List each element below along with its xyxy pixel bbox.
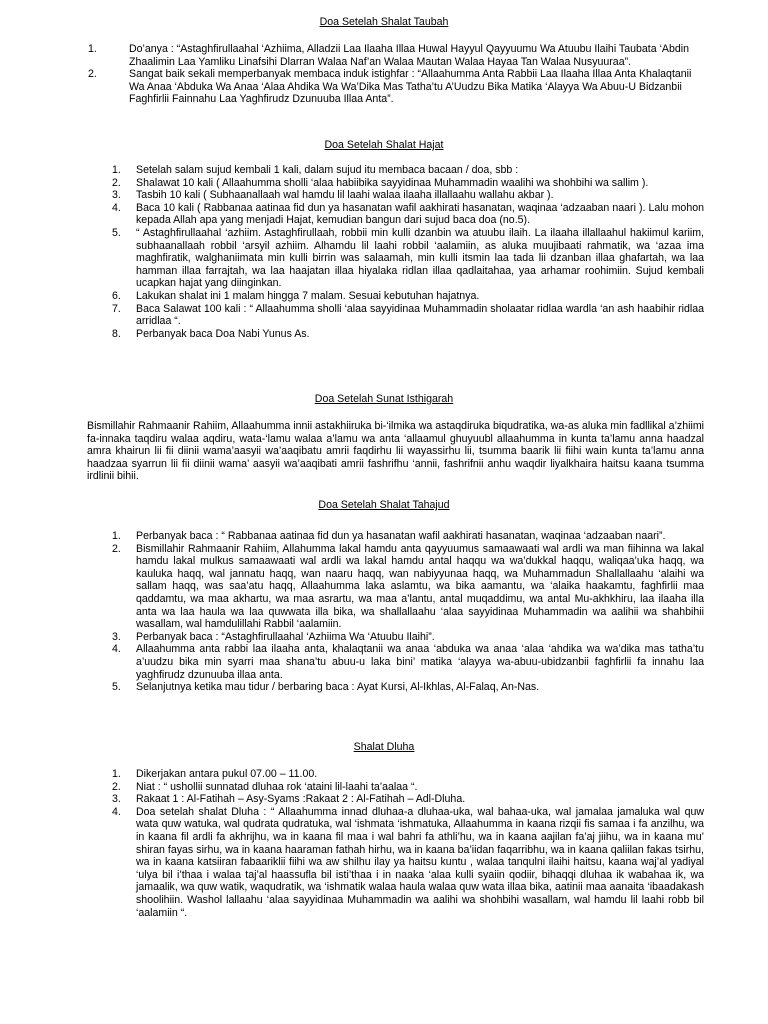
- list-item: [111, 631, 704, 644]
- list-item: [111, 643, 704, 681]
- list-item: [111, 177, 704, 190]
- item-number: 5.: [112, 681, 121, 694]
- list-item: [111, 768, 704, 781]
- item-text: Bismillahir Rahmaanir Rahiim, Allahumma lakal hamdu anta qayyuumus samaawaati wal ardli wa man fiihinna wa lakal hamdu lakal mulkus samaawaati wal ardli wa lakal hamdu antal haqqu wa wa’dukkal haqqu, waliqaa’uka haqq, wa kauluka haqq, wal jannatu haqq, wan naaru haqq, wan nabiyyunaa haqq, wa Muhammadun Shallallaahu ‘alaihi wa sallam haqq, was saa’atu haqq, Allaahumma laka aslamtu, wa bika aamantu, wa ‘alaika haakamtu, faghfirlii maa qaddamtu, wa maa akhartu, wa maa asrartu, wa maa a’lantu, antal muqaddimu, wa antal Mu-akhkhiru, laa ilaaha illa anta wa laa haula wa laa quwwata illa bika, wa shallallaahu ‘alaa sayyidinaa Muhammadin wa aalihii wa shahbihii wasallam, wal hamdulillahi Rabbil ‘aalamiin.: [136, 542, 704, 631]
- item-text: Sangat baik sekali memperbanyak membaca induk istighfar : “Allaahumma Anta Rabbii Laa Ilaaha Illaa Anta Khalaqtanii Wa Anaa ‘Abduka Wa Anaa ‘Alaa Ahdika Wa Wa’Dika Mas Tatha’tu A’Uudzu Bika Matika ‘Alayya Wa Abuu-U Bidzanbii Faghfirlii Fainnahu Laa Yaghfirudz Dzunuuba Illaa Anta”.: [129, 68, 692, 106]
- section-title-taubah: Doa Setelah Shalat Taubah: [319, 16, 449, 28]
- item-number: 3.: [112, 793, 121, 806]
- item-number: 2.: [112, 542, 121, 555]
- taubah-list: [86, 43, 698, 106]
- item-text: Perbanyak baca : “ Rabbanaa aatinaa fid dun ya hasanatan wafil aakhirati hasanatan, waqinaa ‘adzaaban naari”.: [136, 530, 666, 542]
- item-number: 5.: [112, 226, 121, 239]
- item-number: 2.: [112, 780, 121, 793]
- item-number: 8.: [112, 327, 121, 340]
- item-number: 4.: [112, 643, 121, 656]
- list-item: [111, 164, 704, 177]
- item-text: Selanjutnya ketika mau tidur / berbaring baca : Ayat Kursi, Al-Ikhlas, Al-Falaq, An-Nas.: [136, 681, 540, 694]
- tahajud-list: [111, 530, 704, 694]
- item-number: 6.: [112, 289, 121, 302]
- item-text: “ Astaghfirullaahal ‘azhiim. Astaghfirullaah, robbii min kulli dzanbin wa atuubu ilaih. La ilaaha illallaahul hakiimul kariim, subhaanallaah robbil ‘arsyil azhiim. Alhamdu lil laahi robbil ‘aalamiin, as aluka muujibaati rahmatik, wa ‘azaa ima maghfiratik, walghaniimata min kulli birrin was salaamah, min kulli itsmin laa tada lii dzanban illaa ghafartah, wa laa hamman illaa farrajtah, wa laa haajatan illaa hiyalaka ridlan illaa qadlaitahaa, yaa arhamar roohimiin. Sujud kembali ucapkan hajat yang diinginkan.: [136, 226, 704, 290]
- list-item: [111, 303, 704, 328]
- section-title-tahajud: Doa Setelah Shalat Tahajud: [318, 499, 450, 511]
- item-number: 1.: [112, 530, 121, 542]
- list-item: [111, 781, 704, 794]
- list-item: [86, 68, 698, 106]
- list-item: [111, 543, 704, 631]
- item-text: Tasbih 10 kali ( Subhaanallaah wal hamdu lil laahi walaa ilaaha illallaahu wallahu akbar ).: [136, 189, 554, 202]
- section-title-dluha: Shalat Dluha: [353, 741, 415, 753]
- list-item: [111, 227, 704, 290]
- item-text: Allaahumma anta rabbi laa ilaaha anta, khalaqtanii wa anaa ‘abduka wa anaa ‘alaa ‘ahdika wa wa’dika mas tatha’tu a’uudzu bika min syarri maa shana’tu abuu-u laka bini’ matika ‘alayya wa-abuu-ubidzanbii faghfirlii fa innahu laa yaghfirudz dzunuuba illaa anta.: [136, 643, 704, 681]
- item-text: Perbanyak baca : “Astaghfirullaahal ‘Azhiima Wa ‘Atuubu Ilaihi”.: [136, 630, 435, 643]
- item-text: Baca 10 kali ( Rabbanaa aatinaa fid dun ya hasanatan wafil aakhirati hasanatan, waqinaa ‘adzaaban naari ). Lalu mohon kepada Allah apa yang menjadi Hajat, kemudian bangun dari sujud baca doa (no.5).: [136, 201, 704, 227]
- item-text: Rakaat 1 : Al-Fatihah – Asy-Syams :Rakaat 2 : Al-Fatihah – Adl-Dluha.: [136, 793, 466, 806]
- list-item: [111, 681, 704, 694]
- isthigarah-paragraph: Bismillahir Rahmaanir Rahiim, Allaahumma innii astakhiiruka bi-‘ilmika wa astaqdiruka biqudratika, wa-as aluka min fadllikal a’zhiimi fa-innaka taqdiru walaa aqdiru, wata-‘lamu walaa a’lamu wa anta ‘allaamul ghuyuubl allaahumma in kunta ta’lamu anna haadzal amra khairun lii fii diinii wama’aasyii wa’aaqibatu amrii faqdirhu lii wayassirhu lii, tsumma baarik lii fiihi wain kunta ta’lamu anna haadzaa syarrun lii fii diinii wama’ aasyii wa’aaqibati amrii fashrifhu ‘annii, fashrifnii anhu waqdir liyalkhaira haitsu kaana tsumma irdlinii bihii.: [87, 420, 704, 483]
- list-item: [111, 530, 704, 543]
- item-number: 4.: [112, 201, 121, 214]
- item-text: Baca Salawat 100 kali : “ Allaahumma sholli ‘alaa sayyidinaa Muhammadin sholaatar ridlaa wardla ‘an ash haabihir ridlaa arridlaa “.: [136, 302, 704, 328]
- item-number: 2.: [88, 68, 97, 81]
- list-item: [111, 202, 704, 227]
- item-number: 2.: [112, 176, 121, 189]
- item-text: Lakukan shalat ini 1 malam hingga 7 malam. Sesuai kebutuhan hajatnya.: [136, 289, 480, 302]
- list-item: [111, 189, 704, 202]
- dluha-list: [111, 768, 704, 919]
- item-number: 3.: [112, 189, 121, 202]
- item-text: Setelah salam sujud kembali 1 kali, dalam sujud itu membaca bacaan / doa, sbb :: [136, 164, 519, 176]
- item-number: 3.: [112, 630, 121, 643]
- item-number: 1.: [112, 768, 121, 780]
- item-text: Perbanyak baca Doa Nabi Yunus As.: [136, 327, 310, 340]
- item-text: Do’anya : “Astaghfirullaahal ‘Azhiima, Alladzii Laa Ilaaha Illaa Huwal Hayyul Qayyuumu Wa Atuubu Ilaihi Taubata ‘Abdin Zhaalimin Laa Yamliku Linafsihi Dlarran Walaa Naf’an Walaa Mautan Walaa Hayaa Tan Walaa Nusyuuraa”.: [129, 43, 690, 68]
- item-text: Dikerjakan antara pukul 07.00 – 11.00.: [136, 768, 318, 780]
- list-item: [111, 290, 704, 303]
- item-number: 1.: [88, 43, 97, 55]
- list-item: [111, 806, 704, 919]
- item-number: 4.: [112, 805, 121, 818]
- list-item: [111, 328, 704, 341]
- list-item: [86, 43, 698, 68]
- list-item: [111, 793, 704, 806]
- item-text: Shalawat 10 kali ( Allaahumma sholli ‘alaa habiibika sayyidinaa Muhammadin waalihi wa shohbihi wa sallim ).: [136, 176, 649, 189]
- item-text: Doa setelah shalat Dluha : “ Allaahumma innad dluhaa-a dluhaa-uka, wal bahaa-uka, wal jamalaa jamaluka wal quw wata quw watuka, wal qudrata qudratuka, wal ‘ishmata ‘ishmatuka, Allaahumma in kaana rizqii fis samaa i fa anzilhu, wa in kaana fil ardli fa akhrijhu, wa in kaana fil maa i wal bahri fa athli’hu, wa in kaana aajilan fa’aj jiihu, wa in kaana mu’ shiran fayas sirhu, wa in kaana haaraman fathah hirhu, wa in kaana ba’iidan faqarribhu, wa in kaana qaliilan fakas tsirhu, wa in kaana katsiiran fabaariklii fiihi wa aw shilhu ilay ya haitsu kuntu , walaa tanqulni ilaihi haitsu, kaana waj’al yadiyal ‘ulya bil i’thaa i walaa taj’al haassufla bil isti’thaa i in naaka ‘alaa kulli syaiin qodiir, bihaqqi dluhaa ik wabahaa ik, wa jamaalik, wa quw watik, waqudratik, wa ‘ishmatik walaa haula walaa quw wata illaa bika, aatinii maa aanaita ‘ibaadakash shoolihiin. Washol lallaahu ‘alaa sayyidinaa Muhammadin wa aalihi wa shohbihi wasallam, wal hamdu lil laahi robb bil ‘aalamiin “.: [136, 805, 704, 919]
- section-title-hajat: Doa Setelah Shalat Hajat: [324, 139, 444, 151]
- section-title-isthigarah: Doa Setelah Sunat Isthigarah: [314, 393, 454, 405]
- item-number: 7.: [112, 302, 121, 315]
- item-text: Niat : “ ushollii sunnatad dluhaa rok ‘ataini lil-laahi ta’aalaa “.: [136, 780, 418, 793]
- item-number: 1.: [112, 164, 121, 176]
- hajat-list: [111, 164, 704, 340]
